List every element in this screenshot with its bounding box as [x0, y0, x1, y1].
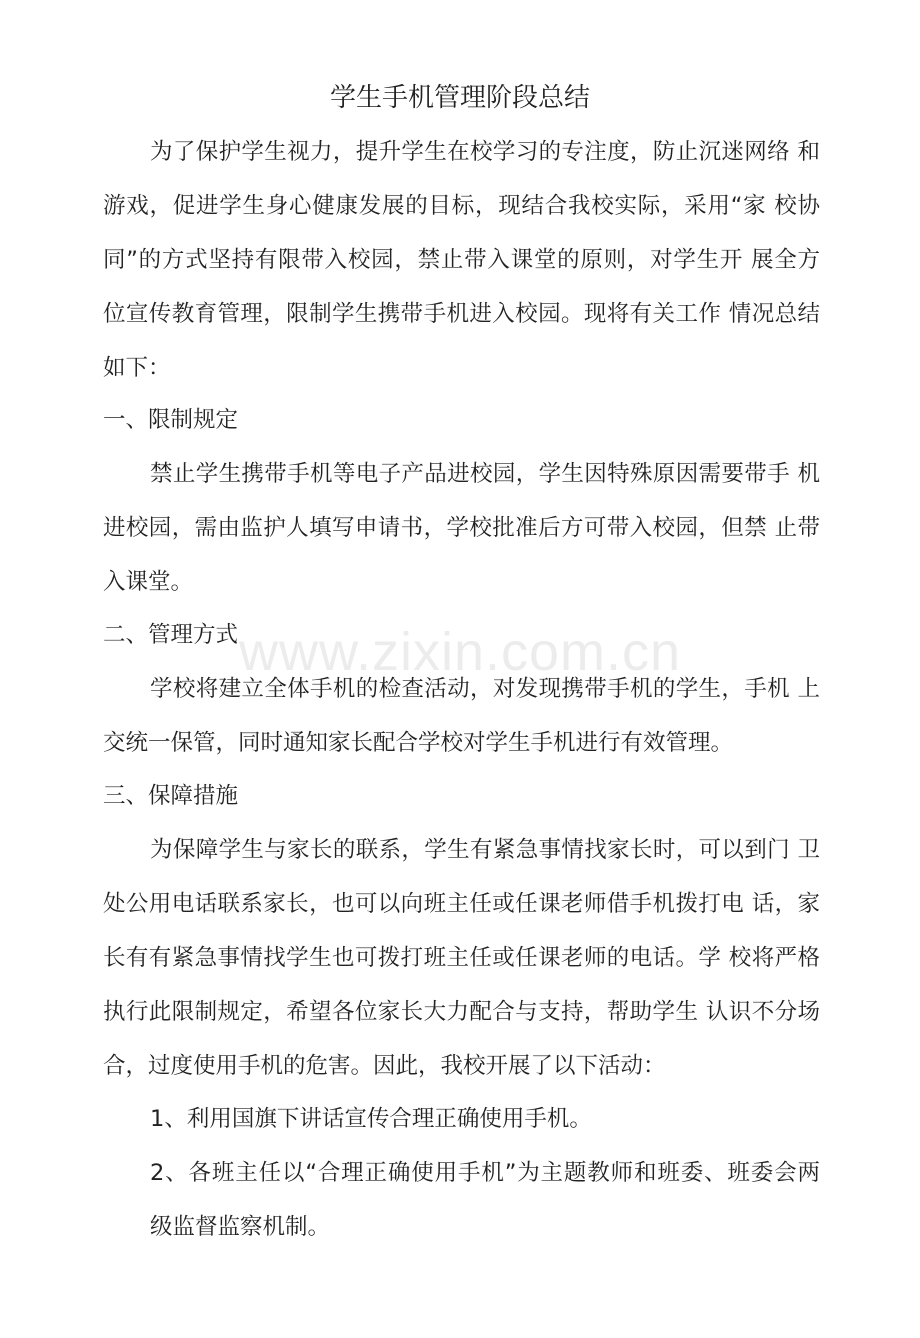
section-line: 禁止学生携带手机等电子产品进校园，学生因特殊原因需要带手 机: [150, 461, 820, 487]
activity-item-continued: 级监督监察机制。: [150, 1214, 331, 1240]
section-line: 入课堂。: [103, 569, 194, 595]
intro-line: 位宣传教育管理，限制学生携带手机进入校园。现将有关工作 情况总结: [103, 301, 820, 327]
section-line: 交统一保管，同时通知家长配合学校对学生手机进行有效管理。: [103, 730, 734, 756]
section-line: 处公用电话联系家长，也可以向班主任或任课老师借手机拨打电 话，家: [103, 891, 820, 917]
section-line: 执行此限制规定，希望各位家长大力配合与支持，帮助学生 认识不分场: [103, 999, 820, 1025]
section-line: 合，过度使用手机的危害。因此，我校开展了以下活动：: [103, 1053, 666, 1079]
watermark: www.zixin.com.cn: [238, 622, 682, 682]
activity-item: 1、利用国旗下讲话宣传合理正确使用手机。: [150, 1106, 592, 1132]
intro-line: 同”的方式坚持有限带入校园，禁止带入课堂的原则，对学生开 展全方: [103, 247, 820, 273]
section-line: 为保障学生与家长的联系，学生有紧急事情找家长时，可以到门 卫: [150, 837, 820, 863]
intro-line: 如下：: [103, 355, 171, 381]
intro-line: 为了保护学生视力，提升学生在校学习的专注度，防止沉迷网络 和: [150, 139, 820, 165]
section-heading: 二、管理方式: [103, 622, 239, 648]
section-line: 学校将建立全体手机的检查活动，对发现携带手机的学生，手机 上: [150, 676, 820, 702]
section-heading: 一、限制规定: [103, 407, 239, 433]
activity-item: 2、各班主任以“合理正确使用手机”为主题教师和班委、班委会两: [150, 1160, 820, 1186]
section-heading: 三、保障措施: [103, 783, 239, 809]
section-line: 长有有紧急事情找学生也可拨打班主任或任课老师的电话。学 校将严格: [103, 945, 820, 971]
section-line: 进校园，需由监护人填写申请书，学校批准后方可带入校园，但禁 止带: [103, 515, 820, 541]
document-title: 学生手机管理阶段总结: [329, 83, 590, 113]
intro-line: 游戏，促进学生身心健康发展的目标，现结合我校实际，采用“家 校协: [103, 193, 820, 219]
